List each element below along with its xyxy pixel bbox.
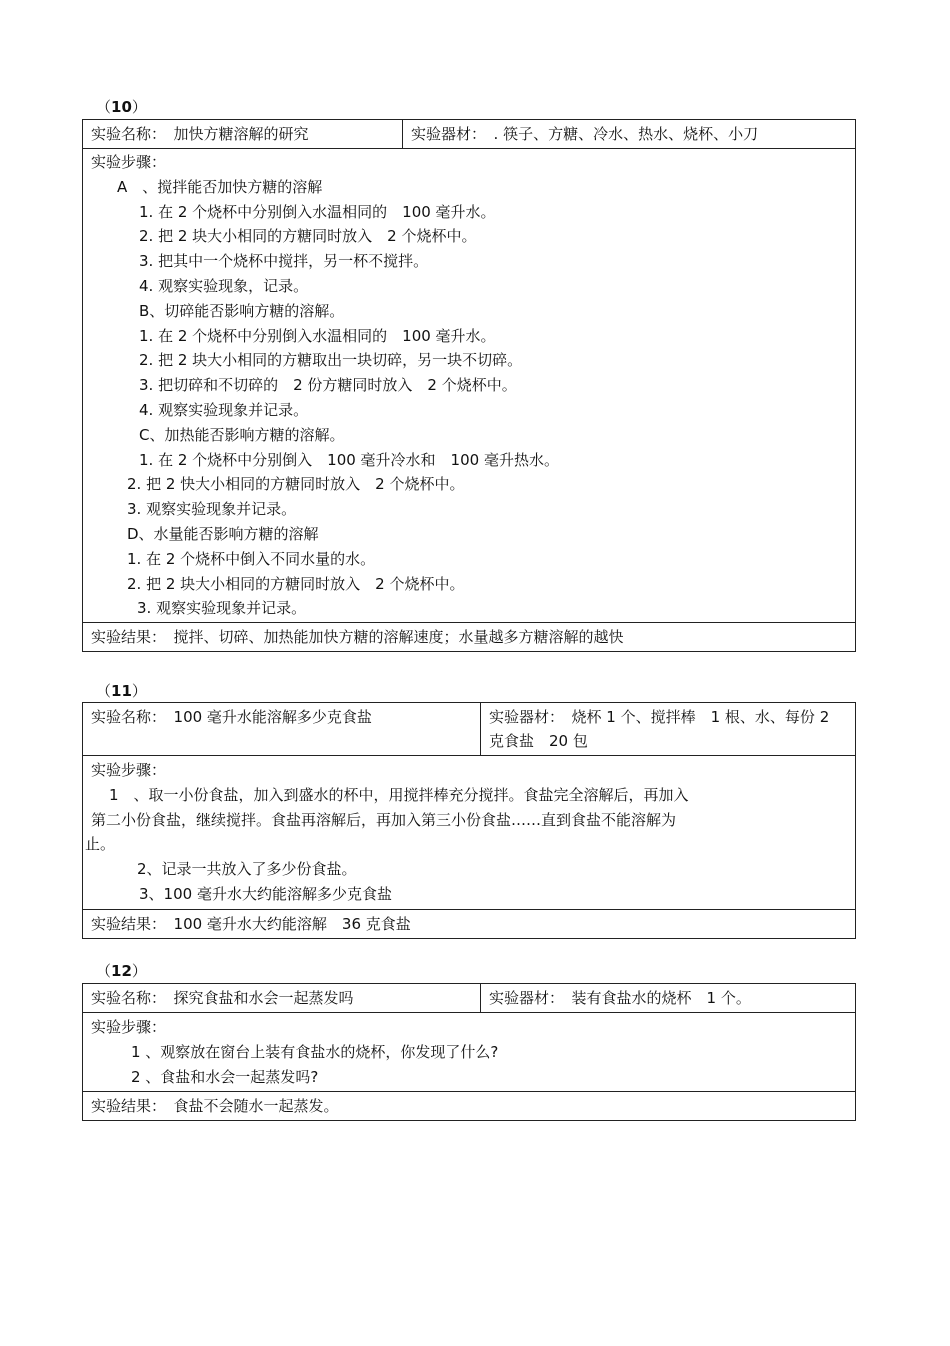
experiment-name: 100 毫升水能溶解多少克食盐 <box>173 708 372 726</box>
step-line: 2. 把 2 快大小相同的方糖同时放入 2 个烧杯中。 <box>127 475 465 494</box>
step-line: 第二小份食盐，继续搅拌。食盐再溶解后，再加入第三小份食盐……直到食盐不能溶解为 <box>91 810 677 829</box>
section-number: （12） <box>96 962 147 980</box>
experiment-materials: 装有食盐水的烧杯 1 个。 <box>571 989 751 1007</box>
experiment-table-12 <box>82 983 856 1121</box>
steps-label: 实验步骤： <box>91 153 167 171</box>
step-line: 1. 在 2 个烧杯中倒入不同水量的水。 <box>127 549 376 568</box>
step-line: 3、100 毫升水大约能溶解多少克食盐 <box>139 884 392 903</box>
step-line: 1 、取一小份食盐，加入到盛水的杯中，用搅拌棒充分搅拌。食盐完全溶解后，再加入 <box>109 785 689 804</box>
step-line: 1. 在 2 个烧杯中分别倒入水温相同的 100 毫升水。 <box>139 326 496 345</box>
experiment-result-cell: 实验结果： 食盐不会随水一起蒸发。 <box>83 1092 856 1121</box>
experiment-result: 100 毫升水大约能溶解 36 克食盐 <box>173 914 411 933</box>
experiment-result-cell: 实验结果： 搅拌、切碎、加热能加快方糖的溶解速度；水量越多方糖溶解的越快 <box>83 623 856 652</box>
experiment-steps-cell <box>83 149 856 623</box>
experiment-steps-cell <box>83 1013 856 1092</box>
step-line: 3. 观察实验现象并记录。 <box>137 599 307 618</box>
step-line: 1. 在 2 个烧杯中分别倒入 100 毫升冷水和 100 毫升热水。 <box>139 450 559 469</box>
step-line: C、加热能否影响方糖的溶解。 <box>139 425 345 444</box>
experiment-result-cell: 实验结果： 100 毫升水大约能溶解 36 克食盐 <box>83 909 856 938</box>
section-number: （11） <box>96 682 147 700</box>
step-line: 2. 把 2 块大小相同的方糖同时放入 2 个烧杯中。 <box>139 227 477 246</box>
experiment-table-11 <box>82 702 856 939</box>
step-line: D、水量能否影响方糖的溶解 <box>127 524 319 543</box>
experiment-result: 食盐不会随水一起蒸发。 <box>173 1097 339 1116</box>
steps-label: 实验步骤： <box>91 1018 167 1036</box>
experiment-materials-cell: 实验器材： 烧杯 1 个、搅拌棒 1 根、水、每份 2 克食盐 20 包 <box>481 703 856 756</box>
steps-label: 实验步骤： <box>91 761 167 779</box>
step-line: 3. 观察实验现象并记录。 <box>127 500 297 519</box>
step-line: 2、记录一共放入了多少份食盐。 <box>137 860 357 879</box>
experiment-result: 搅拌、切碎、加热能加快方糖的溶解速度；水量越多方糖溶解的越快 <box>173 628 624 647</box>
step-line: 2. 把 2 块大小相同的方糖取出一块切碎，另一块不切碎。 <box>139 351 523 370</box>
experiment-steps-cell <box>83 756 856 910</box>
experiment-materials-cell: 实验器材： . 筷子、方糖、冷水、热水、烧杯、小刀 <box>403 120 856 149</box>
step-line: 1. 在 2 个烧杯中分别倒入水温相同的 100 毫升水。 <box>139 202 496 221</box>
step-line: A 、搅拌能否加快方糖的溶解 <box>117 177 323 196</box>
experiment-name: 探究食盐和水会一起蒸发吗 <box>173 989 354 1007</box>
step-line: 2. 把 2 块大小相同的方糖同时放入 2 个烧杯中。 <box>127 574 465 593</box>
experiment-table-10 <box>82 119 856 652</box>
step-line: 4. 观察实验现象并记录。 <box>139 400 309 419</box>
step-line: 4. 观察实验现象，记录。 <box>139 276 309 295</box>
experiment-materials: 烧杯 1 个、搅拌棒 1 根、水、每份 2 克食盐 20 包 <box>489 708 830 750</box>
step-line: 止。 <box>85 835 116 854</box>
step-line: 1 、观察放在窗台上装有食盐水的烧杯，你发现了什么? <box>131 1042 499 1061</box>
section-number: （10） <box>96 98 147 116</box>
step-line: 3. 把切碎和不切碎的 2 份方糖同时放入 2 个烧杯中。 <box>139 376 517 395</box>
experiment-name-cell: 实验名称： 100 毫升水能溶解多少克食盐 <box>83 703 481 756</box>
experiment-materials: . 筷子、方糖、冷水、热水、烧杯、小刀 <box>493 125 759 143</box>
experiment-materials-cell: 实验器材： 装有食盐水的烧杯 1 个。 <box>481 984 856 1013</box>
experiment-name: 加快方糖溶解的研究 <box>173 125 309 143</box>
step-line: B、切碎能否影响方糖的溶解。 <box>139 301 345 320</box>
step-line: 3. 把其中一个烧杯中搅拌，另一杯不搅拌。 <box>139 252 429 271</box>
experiment-name-cell: 实验名称： 加快方糖溶解的研究 <box>83 120 403 149</box>
experiment-name-cell: 实验名称： 探究食盐和水会一起蒸发吗 <box>83 984 481 1013</box>
step-line: 2 、食盐和水会一起蒸发吗? <box>131 1067 319 1086</box>
